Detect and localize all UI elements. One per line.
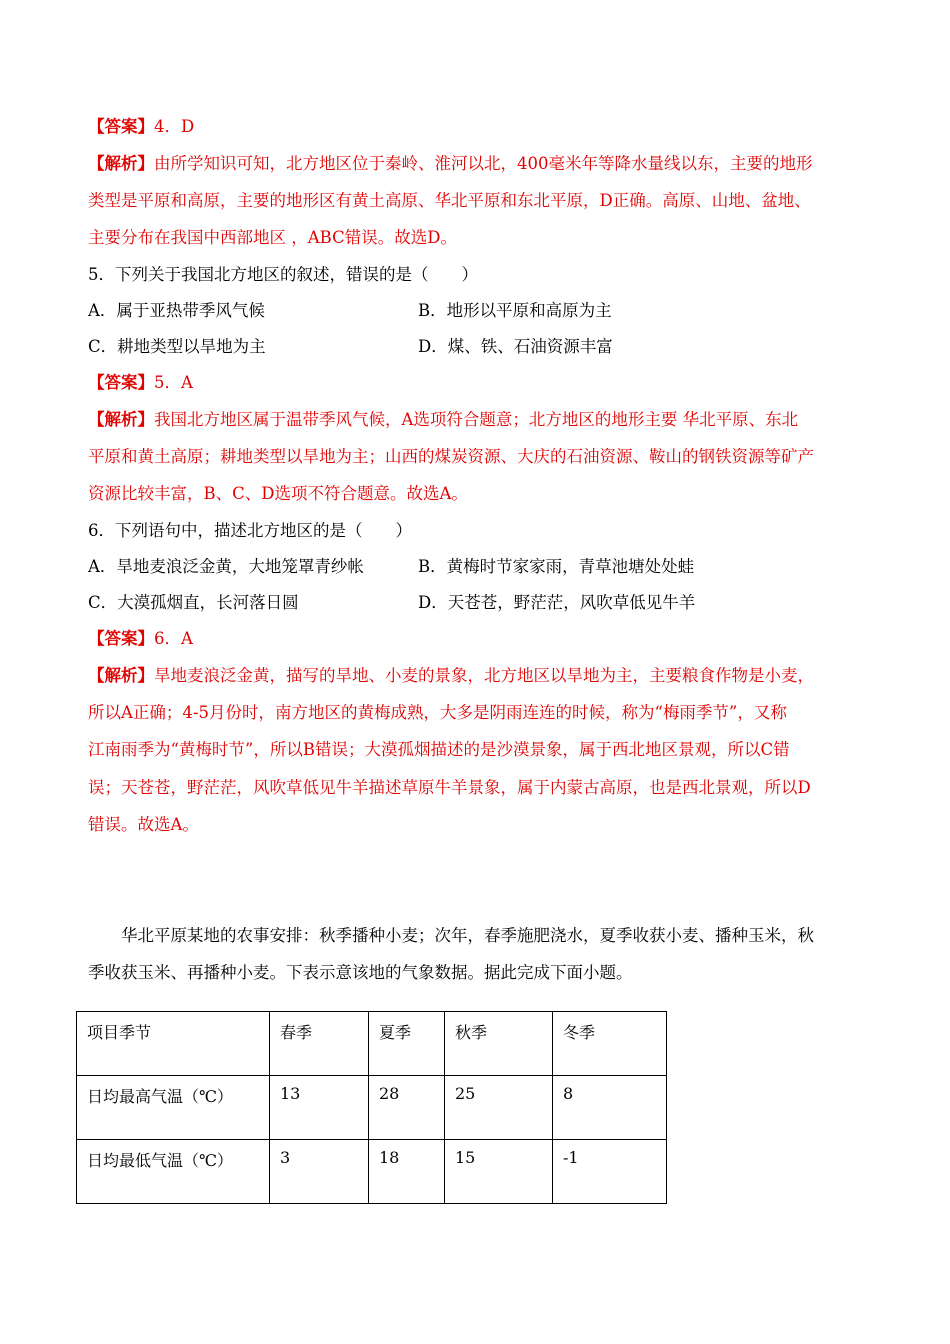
table-cell: 15 — [445, 1140, 553, 1204]
table-header-row — [77, 1012, 667, 1076]
q6-answer — [88, 627, 868, 651]
q4-analysis-line-1: 【解析】由所学知识可知，北方地区位于秦岭、淮河以北，400毫米年等降水量线以东，主要的地形 — [88, 154, 813, 173]
q4-analysis-line-3: 主要分布在我国中西部地区 ，ABC错误。故选D。 — [88, 228, 457, 247]
table-header-cell: 春季 — [270, 1012, 369, 1076]
table-header-cell: 秋季 — [445, 1012, 553, 1076]
table-cell: 28 — [369, 1076, 445, 1140]
q5-analysis-line-1: 【解析】我国北方地区属于温带季风气候，A选项符合题意；北方地区的地形主要 华北平原、东北 — [88, 410, 799, 429]
table-header-cell: 冬季 — [553, 1012, 667, 1076]
table-cell: 18 — [369, 1140, 445, 1204]
passage-line-1: 华北平原某地的农事安排：秋季播种小麦；次年，春季施肥浇水，夏季收获小麦、播种玉米，秋 — [121, 926, 814, 945]
table-cell: 13 — [270, 1076, 369, 1140]
q4-analysis-line-2: 类型是平原和高原，主要的地形区有黄土高原、华北平原和东北平原，D正确。高原、山地、盆地、 — [88, 191, 811, 210]
q6-analysis-line-5: 错误。故选A。 — [88, 815, 199, 834]
q5-option-c: C．耕地类型以旱地为主 — [88, 337, 266, 356]
q4-answer-text: 4．D — [154, 117, 195, 136]
q6-analysis-line-2: 所以A正确；4-5月份时，南方地区的黄梅成熟，大多是阴雨连连的时候，称为“梅雨季节”，又称 — [88, 703, 787, 722]
table-cell: 8 — [553, 1076, 667, 1140]
q6-option-c: C．大漠孤烟直，长河落日圆 — [88, 593, 299, 612]
q6-stem: 6．下列语句中，描述北方地区的是（ ） — [88, 521, 412, 540]
q6-analysis-line-4: 误；天苍苍，野茫茫，风吹草低见牛羊描述草原牛羊景象，属于内蒙古高原，也是西北景观，所以D — [88, 778, 811, 797]
q6-analysis-line-3: 江南雨季为“黄梅时节”，所以B错误；大漠孤烟描述的是沙漠景象，属于西北地区景观，所以C错 — [88, 740, 790, 759]
weather-table — [76, 1011, 667, 1204]
table-cell: 25 — [445, 1076, 553, 1140]
q4-analysis-tag: 【解析】 — [88, 154, 154, 173]
q5-option-d: D．煤、铁、石油资源丰富 — [418, 337, 613, 356]
table-cell: 3 — [270, 1140, 369, 1204]
q6-analysis-line-1: 【解析】旱地麦浪泛金黄，描写的旱地、小麦的景象，北方地区以旱地为主，主要粮食作物是小麦， — [88, 666, 814, 685]
passage-line-2: 季收获玉米、再播种小麦。下表示意该地的气象数据。据此完成下面小题。 — [88, 963, 633, 982]
q5-answer — [88, 371, 868, 395]
table-cell: -1 — [553, 1140, 667, 1204]
q5-stem: 5．下列关于我国北方地区的叙述，错误的是（ ） — [88, 265, 478, 284]
q6-answer-tag: 【答案】 — [88, 629, 154, 648]
q5-answer-text: 5．A — [154, 373, 193, 392]
q6-analysis-tag: 【解析】 — [88, 666, 154, 685]
q4-answer-tag: 【答案】 — [88, 117, 154, 136]
q6-option-b: B．黄梅时节家家雨，青草池塘处处蛙 — [418, 557, 695, 576]
q5-analysis-line-2: 平原和黄土高原；耕地类型以旱地为主；山西的煤炭资源、大庆的石油资源、鞍山的钢铁资源等矿产 — [88, 447, 814, 466]
q6-answer-text: 6．A — [154, 629, 193, 648]
q5-answer-tag: 【答案】 — [88, 373, 154, 392]
table-row — [77, 1140, 667, 1204]
q5-option-a: A．属于亚热带季风气候 — [88, 301, 265, 320]
table-row — [77, 1076, 667, 1140]
q6-option-a: A．旱地麦浪泛金黄，大地笼罩青纱帐 — [88, 557, 364, 576]
table-cell: 日均最低气温（℃） — [77, 1140, 270, 1204]
q5-option-b: B．地形以平原和高原为主 — [418, 301, 612, 320]
q6-option-d: D．天苍苍，野茫茫，风吹草低见牛羊 — [418, 593, 696, 612]
q4-answer — [88, 115, 868, 139]
table-header-cell: 项目季节 — [77, 1012, 270, 1076]
q5-analysis-tag: 【解析】 — [88, 410, 154, 429]
q5-analysis-line-3: 资源比较丰富，B、C、D选项不符合题意。故选A。 — [88, 484, 468, 503]
table-header-cell: 夏季 — [369, 1012, 445, 1076]
table-cell: 日均最高气温（℃） — [77, 1076, 270, 1140]
